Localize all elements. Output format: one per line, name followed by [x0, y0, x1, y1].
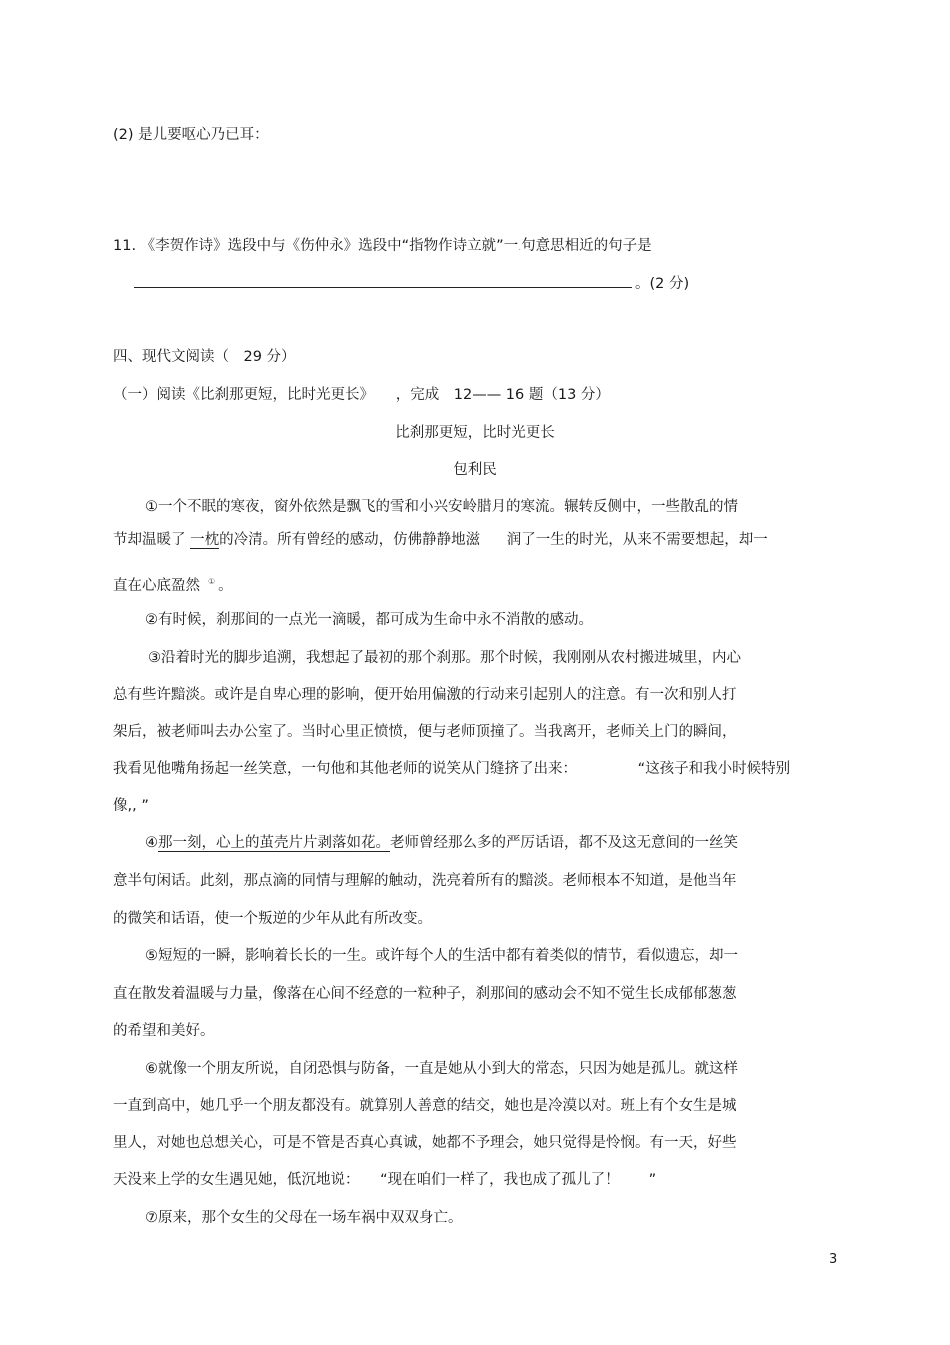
l10-b: 那一刻，心上的茧壳片片剥落如花。 [158, 835, 390, 851]
part-instruction: （一）阅读《比刹那更短，比时光更长》 ，完成 12—— 16 题（13 分） [113, 387, 610, 403]
q11-answer-line [134, 273, 689, 294]
answer-blank[interactable] [134, 273, 632, 288]
l8-b: “这孩子和我小时候特别 [637, 761, 791, 777]
article-title: 比刹那更短，比时光更长 [395, 425, 555, 441]
para-line-16: ⑥就像一个朋友所说，自闭恐惧与防备，一直是她从小到大的常态，只因为她是孤儿。就这样 [145, 1061, 738, 1077]
footnote-mark: ① [208, 577, 216, 586]
q11-score: 。(2 分) [635, 276, 690, 292]
para-line-8 [113, 759, 790, 779]
para-line-18: 里人，对她也总想关心，可是不管是否真心真诚，她都不予理会，她只觉得是怜悯。有一天，好些 [113, 1135, 737, 1151]
para-line-6: 总有些许黯淡。或许是自卑心理的影响，便开始用偏激的行动来引起别人的注意。有一次和别人打 [113, 687, 737, 703]
l2-a: 节却温暖了 [113, 532, 186, 548]
l2-c: 的冷清。所有曾经的感动，仿佛静静地滋 [219, 532, 481, 548]
para-line-12: 的微笑和话语，使一个叛逆的少年从此有所改变。 [113, 911, 432, 927]
q11-dot: . [518, 243, 522, 253]
para-line-5: ③沿着时光的脚步追溯，我想起了最初的那个刹那。那个时候，我刚刚从农村搬进城里，内心 [148, 650, 741, 666]
section-heading: 四、现代文阅读（ 29 分） [113, 349, 296, 365]
para-line-4: ②有时候，刹那间的一点光一滴暖，都可成为生命中永不消散的感动。 [145, 612, 593, 628]
article-author: 包利民 [453, 462, 497, 478]
para-line-2 [113, 530, 768, 550]
l19-b: “现在咱们一样了，我也成了孤儿了！ ” [380, 1172, 657, 1188]
para-line-13: ⑤短短的一瞬，影响着长长的一生。或许每个人的生活中都有着类似的情节，看似遗忘，却一 [145, 948, 738, 964]
para-line-9: 像,, ” [113, 798, 149, 814]
l8-a: 我看见他嘴角扬起一丝笑意，一句他和其他老师的说笑从门缝挤了出来： [113, 761, 577, 777]
para-line-11: 意半句闲话。此刻，那点滴的同情与理解的触动，洗亮着所有的黯淡。老师根本不知道，是他当年 [113, 873, 737, 889]
para-line-10 [145, 833, 738, 853]
para-line-19 [113, 1170, 656, 1190]
q11-prefix: 11. 《李贺作诗》选段中与《伤仲永》选段中“指物作诗立就”一 [113, 238, 519, 254]
para-line-3 [113, 572, 233, 596]
l19-a: 天没来上学的女生遇见她，低沉地说： [113, 1172, 360, 1188]
l2-b: 一枕 [190, 532, 220, 548]
para-line-7: 架后，被老师叫去办公室了。当时心里正愤愤，便与老师顶撞了。当我离开，老师关上门的瞬间， [113, 724, 737, 740]
q11-suffix: 句意思相近的句子是 [521, 238, 652, 254]
l10-c: 老师曾经那么多的严厉话语，都不及这无意间的一丝笑 [390, 835, 738, 851]
para-line-20: ⑦原来，那个女生的父母在一场车祸中双双身亡。 [145, 1210, 463, 1226]
page-number: 3 [829, 1252, 838, 1267]
l3-a: 直在心底盈然 [113, 577, 200, 594]
para-line-15: 的希望和美好。 [113, 1023, 215, 1039]
l2-d: 润了一生的时光，从来不需要想起，却一 [506, 532, 768, 548]
para-line-17: 一直到高中，她几乎一个朋友都没有。就算别人善意的结交，她也是冷漠以对。班上有个女生是城 [113, 1098, 737, 1114]
para-line-1: ①一个不眠的寒夜，窗外依然是飘飞的雪和小兴安岭腊月的寒流。辗转反侧中，一些散乱的情 [145, 499, 738, 515]
l10-a: ④ [145, 835, 158, 851]
q10-2-text: (2) 是儿要呕心乃已耳： [113, 127, 269, 143]
q11-question [113, 236, 652, 258]
l3-b: 。 [218, 577, 233, 594]
para-line-14: 直在散发着温暖与力量，像落在心间不经意的一粒种子，刹那间的感动会不知不觉生长成郁郁葱葱 [113, 986, 737, 1002]
